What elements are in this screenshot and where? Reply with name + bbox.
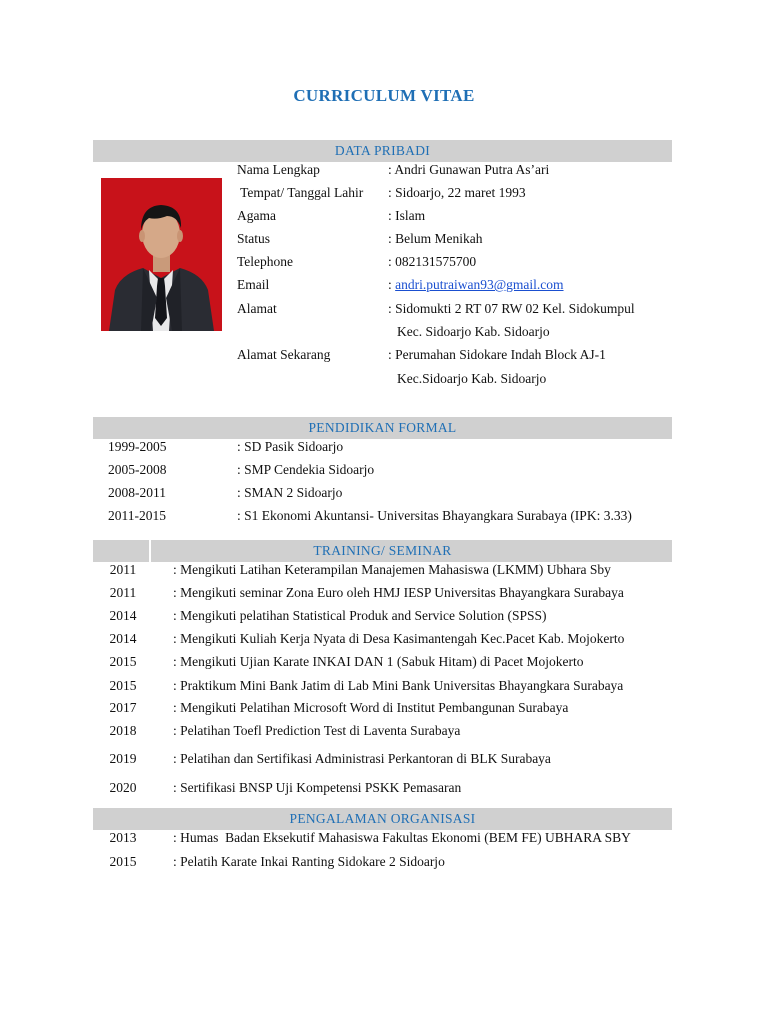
document-title: CURRICULUM VITAE xyxy=(293,86,475,105)
field-value: Kec.Sidoarjo Kab. Sidoarjo xyxy=(397,371,547,386)
education-school: : SMP Cendekia Sidoarjo xyxy=(237,462,375,477)
field-label: Agama xyxy=(237,208,276,223)
education-year: 2008-2011 xyxy=(108,485,166,500)
section-header-organization: PENGALAMAN ORGANISASI xyxy=(93,808,672,830)
training-year: 2015 xyxy=(109,678,137,693)
field-label: Alamat xyxy=(237,301,277,316)
training-year: 2019 xyxy=(109,751,137,766)
education-year: 1999-2005 xyxy=(108,439,167,454)
training-item: : Mengikuti Latihan Keterampilan Manajemen Mahasiswa (LKMM) Ubhara Sby xyxy=(173,562,611,577)
section-header-training-label: TRAINING/ SEMINAR xyxy=(313,543,452,558)
education-school: : SMAN 2 Sidoarjo xyxy=(237,485,343,500)
education-school: : SD Pasik Sidoarjo xyxy=(237,439,344,454)
training-year: 2014 xyxy=(109,631,137,646)
training-year: 2014 xyxy=(109,608,137,623)
field-value xyxy=(388,277,564,293)
field-value: Kec. Sidoarjo Kab. Sidoarjo xyxy=(397,324,550,339)
field-label: Tempat/ Tanggal Lahir xyxy=(237,185,364,200)
training-item: : Sertifikasi BNSP Uji Kompetensi PSKK Pemasaran xyxy=(173,780,462,795)
field-label: Nama Lengkap xyxy=(237,162,320,177)
field-value: : Andri Gunawan Putra As’ari xyxy=(388,162,550,177)
education-year: 2011-2015 xyxy=(108,508,166,523)
field-value: : Belum Menikah xyxy=(388,231,483,246)
field-value: : Sidomukti 2 RT 07 RW 02 Kel. Sidokumpul xyxy=(388,301,635,316)
organization-item: : Pelatih Karate Inkai Ranting Sidokare 2 Sidoarjo xyxy=(173,854,445,869)
training-year: 2017 xyxy=(109,700,137,715)
section-header-training xyxy=(93,540,672,562)
training-item: : Mengikuti Kuliah Kerja Nyata di Desa Kasimantengah Kec.Pacet Kab. Mojokerto xyxy=(173,631,625,646)
training-year: 2018 xyxy=(109,723,137,738)
field-label: Email xyxy=(237,277,270,292)
section-header-personal: DATA PRIBADI xyxy=(93,140,672,162)
training-item: : Mengikuti Pelatihan Microsoft Word di Institut Pembangunan Surabaya xyxy=(173,700,569,715)
training-year: 2020 xyxy=(109,780,137,795)
field-value: : Perumahan Sidokare Indah Block AJ-1 xyxy=(388,347,606,362)
training-item: : Praktikum Mini Bank Jatim di Lab Mini Bank Universitas Bhayangkara Surabaya xyxy=(173,678,624,693)
organization-year: 2015 xyxy=(109,854,137,869)
organization-item: : Humas Badan Eksekutif Mahasiswa Fakultas Ekonomi (BEM FE) UBHARA SBY xyxy=(173,830,631,845)
field-value: : Sidoarjo, 22 maret 1993 xyxy=(388,185,526,200)
organization-year: 2013 xyxy=(109,830,137,845)
education-school: : S1 Ekonomi Akuntansi- Universitas Bhayangkara Surabaya (IPK: 3.33) xyxy=(237,508,632,523)
training-item: : Mengikuti Ujian Karate INKAI DAN 1 (Sabuk Hitam) di Pacet Mojokerto xyxy=(173,654,584,669)
field-label: Alamat Sekarang xyxy=(237,347,331,362)
profile-photo xyxy=(101,178,222,331)
training-item: : Mengikuti seminar Zona Euro oleh HMJ IESP Universitas Bhayangkara Surabaya xyxy=(173,585,624,600)
section-header-education: PENDIDIKAN FORMAL xyxy=(93,417,672,439)
training-item: : Mengikuti pelatihan Statistical Produk and Service Solution (SPSS) xyxy=(173,608,547,623)
training-item: : Pelatihan Toefl Prediction Test di Laventa Surabaya xyxy=(173,723,461,738)
email-link[interactable]: andri.putraiwan93@gmail.com xyxy=(395,277,564,292)
training-item: : Pelatihan dan Sertifikasi Administrasi Perkantoran di BLK Surabaya xyxy=(173,751,551,766)
training-year: 2015 xyxy=(109,654,137,669)
field-value: : Islam xyxy=(388,208,426,223)
field-label: Telephone xyxy=(237,254,294,269)
email-colon: : xyxy=(388,277,396,292)
education-year: 2005-2008 xyxy=(108,462,167,477)
training-year: 2011 xyxy=(109,585,137,600)
field-value: : 082131575700 xyxy=(388,254,477,269)
field-label: Status xyxy=(237,231,271,246)
training-year: 2011 xyxy=(109,562,137,577)
